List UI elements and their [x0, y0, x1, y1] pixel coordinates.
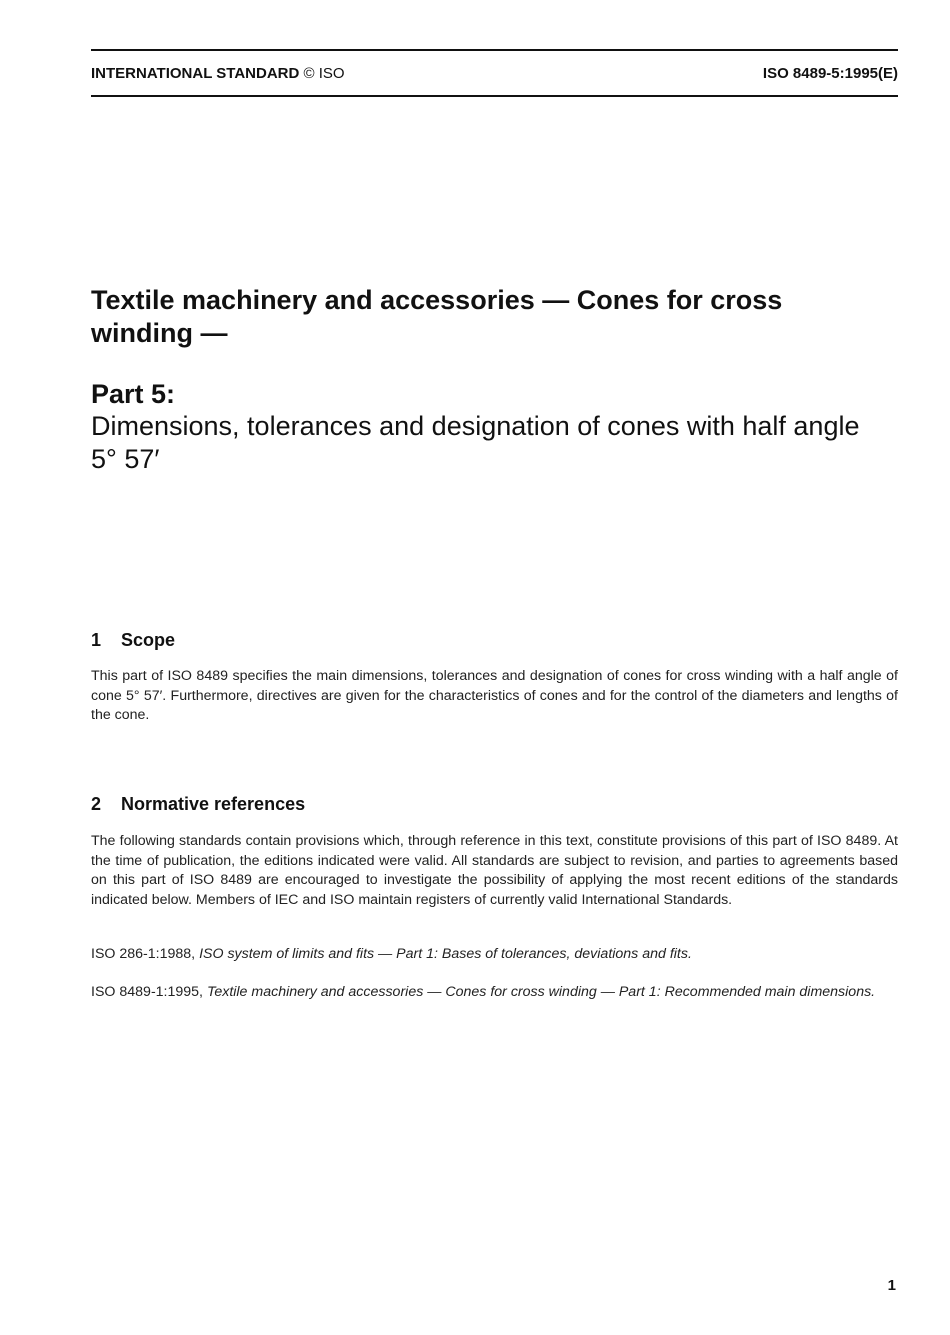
section-title: Normative references [121, 794, 306, 814]
header-standard-label: INTERNATIONAL STANDARD [91, 65, 300, 82]
reference-title: ISO system of limits and fits — Part 1: Bases of tolerances, deviations and fits. [199, 946, 692, 962]
running-header [91, 64, 898, 84]
reference-item [91, 945, 898, 965]
section-title: Scope [121, 630, 176, 650]
header-copyright: © ISO [303, 65, 345, 82]
part-label: Part 5: [91, 379, 176, 409]
header-document-number: ISO 8489-5:1995(E) [762, 65, 898, 82]
reference-title: Textile machinery and accessories — Cones for cross winding — Part 1: Recommended main dimensions. [206, 984, 876, 1000]
normative-references-paragraph: The following standards contain provisions which, through reference in this text, constitute provisions of this part of ISO 8489. At the time of publication, the editions indicated were valid. All standards are subject to revision, and parties to agreements based on this part of ISO 8489 are encouraged to investigate the possibility of applying the most recent editions of the standards indicated below. Members of IEC and ISO maintain registers of currently valid International Standards. [91, 833, 898, 908]
section-heading-scope [91, 629, 175, 651]
reference-code: ISO 286-1:1988, [91, 946, 196, 962]
document-title: Textile machinery and accessories — Cones for cross winding — [91, 285, 783, 348]
section-number: 1 [91, 630, 102, 650]
reference-code: ISO 8489-1:1995, [91, 984, 204, 1000]
page-number: 1 [887, 1277, 896, 1294]
scope-paragraph: This part of ISO 8489 specifies the main dimensions, tolerances and designation of cones for cross winding with a half angle of cone 5° 57′. Furthermore, directives are given for the characteristics of cones and for the control of the diameters and lengths of the cone. [91, 668, 898, 723]
section-heading-normative-references [91, 793, 305, 815]
reference-item [91, 983, 898, 1003]
part-subtitle: Dimensions, tolerances and designation of cones with half angle 5° 57′ [91, 411, 860, 474]
header-top-rule [91, 49, 898, 51]
section-number: 2 [91, 794, 102, 814]
header-left [91, 64, 345, 84]
header-bottom-rule [91, 95, 898, 97]
